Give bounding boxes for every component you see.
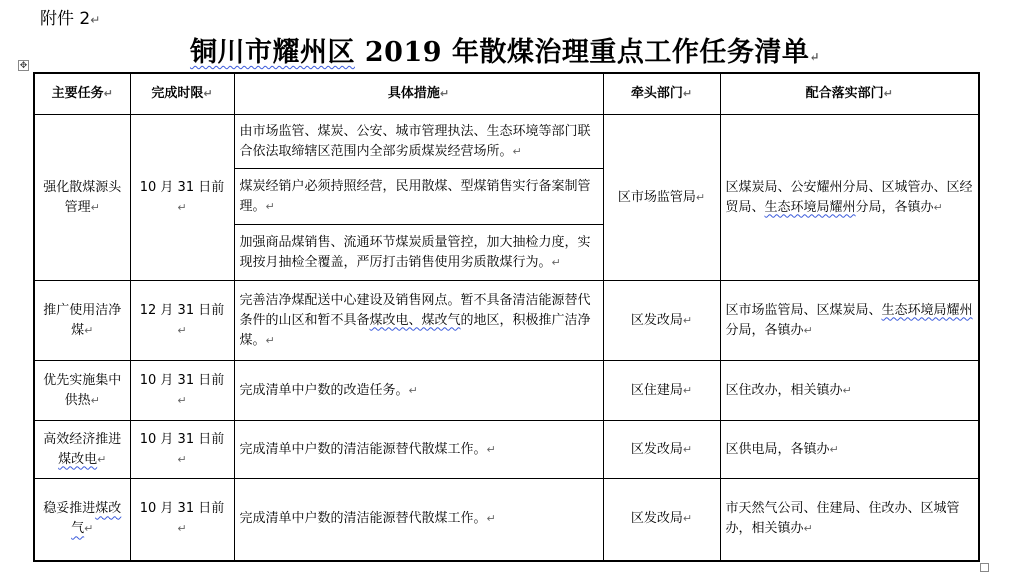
- lead-cell: 区发改局↵: [603, 281, 720, 361]
- header-cooperate: 配合落实部门↵: [720, 73, 979, 115]
- task-cell: 稳妥推进煤改气↵: [34, 479, 130, 561]
- lead-cell: 区发改局↵: [603, 421, 720, 479]
- table-row: [34, 479, 979, 561]
- measure-cell: 完善洁净煤配送中心建设及销售网点。暂不具备清洁能源替代条件的山区和暂不具备煤改电、煤改气的地区，积极推广洁净煤。↵: [234, 281, 603, 361]
- cooperate-cell: 市天然气公司、住建局、住改办、区城管办，相关镇办↵: [720, 479, 979, 561]
- task-table: [33, 72, 980, 562]
- table-row: [34, 361, 979, 421]
- table-move-handle-icon[interactable]: ✥: [19, 61, 28, 71]
- attachment-label: 附件 2↵: [40, 9, 101, 29]
- document-title: 铜川市耀州区 2019 年散煤治理重点工作任务清单↵: [189, 37, 820, 68]
- measure-cell: 煤炭经销户必须持照经营，民用散煤、型煤销售实行备案制管理。↵: [234, 169, 603, 225]
- table-header-row: [34, 73, 979, 115]
- task-cell: 推广使用洁净煤↵: [34, 281, 130, 361]
- lead-cell: 区住建局↵: [603, 361, 720, 421]
- measure-cell: 由市场监管、煤炭、公安、城市管理执法、生态环境等部门联合依法取缔辖区范围内全部劣质煤炭经营场所。↵: [234, 115, 603, 169]
- measure-cell: 完成清单中户数的改造任务。↵: [234, 361, 603, 421]
- header-measures: 具体措施↵: [234, 73, 603, 115]
- lead-cell: 区市场监管局↵: [603, 115, 720, 281]
- header-lead: 牵头部门↵: [603, 73, 720, 115]
- deadline-cell: 10 月 31 日前↵: [130, 115, 234, 281]
- measure-cell: 完成清单中户数的清洁能源替代散煤工作。↵: [234, 479, 603, 561]
- measure-cell: 加强商品煤销售、流通环节煤炭质量管控，加大抽检力度，实现按月抽检全覆盖，严厉打击销售使用劣质散煤行为。↵: [234, 225, 603, 281]
- deadline-cell: 10 月 31 日前↵: [130, 479, 234, 561]
- deadline-cell: 10 月 31 日前↵: [130, 421, 234, 479]
- task-cell: 优先实施集中供热↵: [34, 361, 130, 421]
- task-cell: 强化散煤源头管理↵: [34, 115, 130, 281]
- table-row: [34, 421, 979, 479]
- table-row: [34, 115, 979, 169]
- lead-cell: 区发改局↵: [603, 479, 720, 561]
- cooperate-cell: 区市场监管局、区煤炭局、生态环境局耀州分局，各镇办↵: [720, 281, 979, 361]
- table-resize-handle-icon[interactable]: [980, 563, 989, 572]
- header-task: 主要任务↵: [34, 73, 130, 115]
- cooperate-cell: 区煤炭局、公安耀州分局、区城管办、区经贸局、生态环境局耀州分局，各镇办↵: [720, 115, 979, 281]
- task-cell: 高效经济推进煤改电↵: [34, 421, 130, 479]
- cooperate-cell: 区供电局，各镇办↵: [720, 421, 979, 479]
- cooperate-cell: 区住改办，相关镇办↵: [720, 361, 979, 421]
- table-row: [34, 281, 979, 361]
- deadline-cell: 12 月 31 日前↵: [130, 281, 234, 361]
- measure-cell: 完成清单中户数的清洁能源替代散煤工作。↵: [234, 421, 603, 479]
- header-deadline: 完成时限↵: [130, 73, 234, 115]
- deadline-cell: 10 月 31 日前↵: [130, 361, 234, 421]
